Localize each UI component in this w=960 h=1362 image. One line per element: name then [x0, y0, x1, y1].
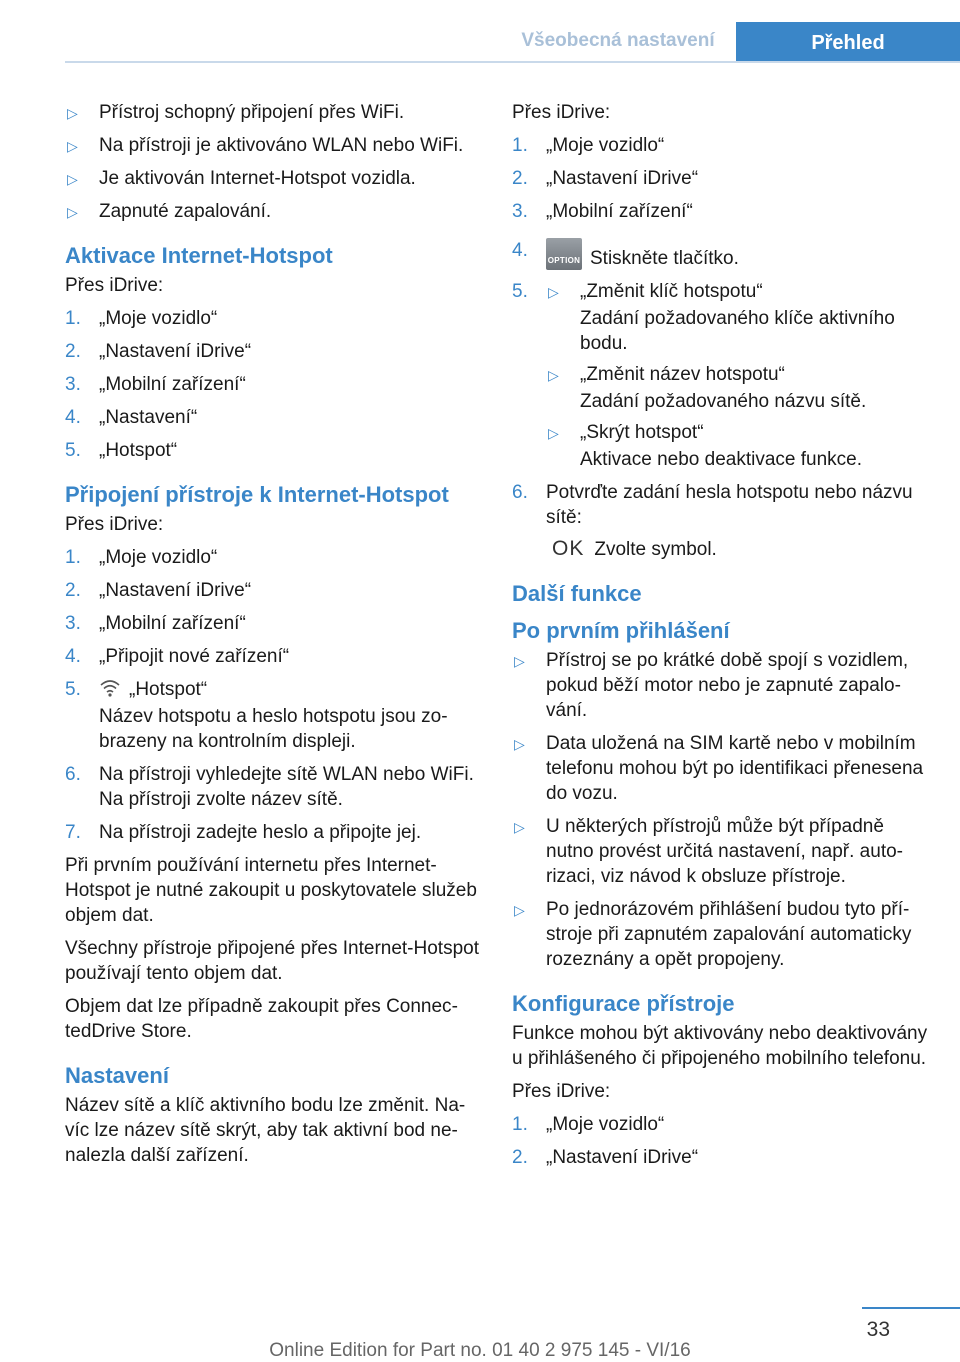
page-number: 33	[866, 1318, 890, 1341]
step-item: 6. Potvrďte zadání hesla hotspotu nebo názvu sítě: OK Zvolte symbol.	[512, 482, 913, 560]
triangle-bullet-icon: ▷	[67, 105, 78, 121]
paragraph: Při prvním používání internetu přes Internet-Hotspot je nutné zakoupit u poskytovatele služeb objem dat.	[65, 855, 477, 926]
section-title: Všeobecná nastavení	[521, 30, 715, 51]
sub-item: ▷ „Změnit klíč hotspotu“ Zadání požadovaného klíče aktivního bodu.	[548, 281, 895, 354]
left-column	[65, 100, 480, 1176]
step-item: 5. „Hotspot“	[65, 440, 178, 461]
intro-text: Přes iDrive:	[65, 514, 164, 535]
triangle-bullet-icon: ▷	[548, 367, 559, 383]
list-item: ▷ Zapnuté zapalování.	[65, 199, 480, 224]
triangle-bullet-icon: ▷	[67, 171, 78, 187]
triangle-bullet-icon: ▷	[548, 284, 559, 300]
step-item: 4. „Nastavení“	[65, 407, 198, 428]
triangle-bullet-icon: ▷	[67, 204, 78, 220]
step-note: Název hotspotu a heslo hotspotu jsou zobrazeny na kontrolním displeji.	[99, 706, 448, 752]
edition-footer: Online Edition for Part no. 01 40 2 975 145 - VI/16	[269, 1340, 691, 1361]
config-steps	[512, 1112, 932, 1170]
list-item: ▷ U některých přístrojů může být případně nutno provést určitá nastavení, např. autorizaci, viz návod k obsluze přístroje.	[514, 816, 903, 887]
step-item: 3. „Mobilní zařízení“	[512, 201, 693, 222]
right-column	[512, 100, 932, 1178]
header-divider	[65, 61, 960, 63]
heading-connect: Připojení přístroje k Internet-Hotspot	[65, 482, 449, 507]
hotspot-steps	[512, 133, 932, 562]
paragraph: Název sítě a klíč aktivního bodu lze změnit. Navíc lze název sítě skrýt, aby tak aktivní bod nenalezla další zařízení.	[65, 1095, 466, 1166]
paragraph: Všechny přístroje připojené přes Internet-Hotspot používají tento objem dat.	[65, 938, 479, 984]
list-item: ▷ Přístroj schopný připojení přes WiFi.	[65, 100, 480, 125]
activation-steps	[65, 306, 480, 463]
step-item: 6. Na přístroji vyhledejte sítě WLAN nebo WiFi. Na přístroji zvolte název sítě.	[65, 764, 474, 810]
list-item: ▷ Data uložená na SIM kartě nebo v mobilním telefonu mohou být po identifikaci přenesena do vozu.	[514, 733, 924, 804]
sub-item: ▷ „Změnit název hotspotu“ Zadání požadovaného názvu sítě.	[548, 364, 867, 412]
sub-item: ▷ „Skrýt hotspot“ Aktivace nebo deaktivace funkce.	[548, 422, 863, 470]
step-item: 3. „Mobilní zařízení“	[65, 613, 246, 634]
step-item: 2. „Nastavení iDrive“	[65, 341, 252, 362]
list-item: ▷ Přístroj se po krátké době spojí s vozidlem, pokud běží motor nebo je zapnuté zapalování.	[514, 650, 909, 721]
tab-overview[interactable]: Přehled	[736, 22, 960, 62]
step-item: 3. „Mobilní zařízení“	[65, 374, 246, 395]
step-item: 1. „Moje vozidlo“	[65, 547, 218, 568]
triangle-bullet-icon: ▷	[514, 902, 525, 918]
step-item: 1. „Moje vozidlo“	[512, 1114, 665, 1135]
step-item: 4. „Připojit nové zařízení“	[65, 646, 290, 667]
step-item: 2. „Nastavení iDrive“	[512, 1147, 699, 1168]
option-button-icon: OPTION	[546, 238, 582, 270]
step-item: 7. Na přístroji zadejte heslo a připojte jej.	[65, 822, 422, 843]
heading-config: Konfigurace přístroje	[512, 991, 735, 1016]
paragraph: Funkce mohou být aktivovány nebo deaktivovány u přihlášeného či připojeného mobilního telefonu.	[512, 1023, 928, 1069]
step-item: 1. „Moje vozidlo“	[65, 308, 218, 329]
connect-steps	[65, 545, 480, 845]
heading-settings: Nastavení	[65, 1063, 169, 1088]
step-item: 2. „Nastavení iDrive“	[65, 580, 252, 601]
triangle-bullet-icon: ▷	[514, 653, 525, 669]
list-item: ▷ Po jednorázovém přihlášení budou tyto přístroje při zapnutém zapalování automaticky rozeznány a opět propojeny.	[514, 899, 912, 970]
requirements-list	[65, 100, 480, 224]
first-login-list	[512, 648, 932, 972]
sub-options	[546, 279, 932, 472]
triangle-bullet-icon: ▷	[67, 138, 78, 154]
step-item: 1. „Moje vozidlo“	[512, 135, 665, 156]
list-item: ▷ Na přístroji je aktivováno WLAN nebo WiFi.	[65, 133, 480, 158]
intro-text: Přes iDrive:	[65, 275, 164, 296]
triangle-bullet-icon: ▷	[514, 819, 525, 835]
footer-divider	[862, 1307, 960, 1309]
subheading-first-login: Po prvním přihlášení	[512, 618, 730, 643]
intro-text: Přes iDrive:	[512, 102, 611, 123]
step-item: 2. „Nastavení iDrive“	[512, 168, 699, 189]
triangle-bullet-icon: ▷	[514, 736, 525, 752]
step-item: 5. ▷ „Změnit klíč hotspotu“ Zadání požadovaného klíče aktivního bodu. ▷ „Změnit název hotspotu“ Zadání požadovaného názvu sítě. ▷ „Skrýt hotspot“ Aktivace nebo deaktivace funkce.	[512, 279, 932, 472]
triangle-bullet-icon: ▷	[548, 425, 559, 441]
heading-activation: Aktivace Internet-Hotspot	[65, 243, 333, 268]
paragraph: Objem dat lze případně zakoupit přes ConnectedDrive Store.	[65, 996, 458, 1042]
ok-icon: OK	[552, 537, 585, 560]
heading-more: Další funkce	[512, 581, 642, 606]
list-item: ▷ Je aktivován Internet-Hotspot vozidla.	[65, 166, 480, 191]
intro-text: Přes iDrive:	[512, 1081, 611, 1102]
wifi-icon	[99, 678, 121, 698]
step-item: 4. OPTION Stiskněte tlačítko.	[512, 240, 739, 269]
step-item: 5. „Hotspot“ Název hotspotu a heslo hotspotu jsou zobrazeny na kontrolním displeji.	[65, 677, 480, 754]
